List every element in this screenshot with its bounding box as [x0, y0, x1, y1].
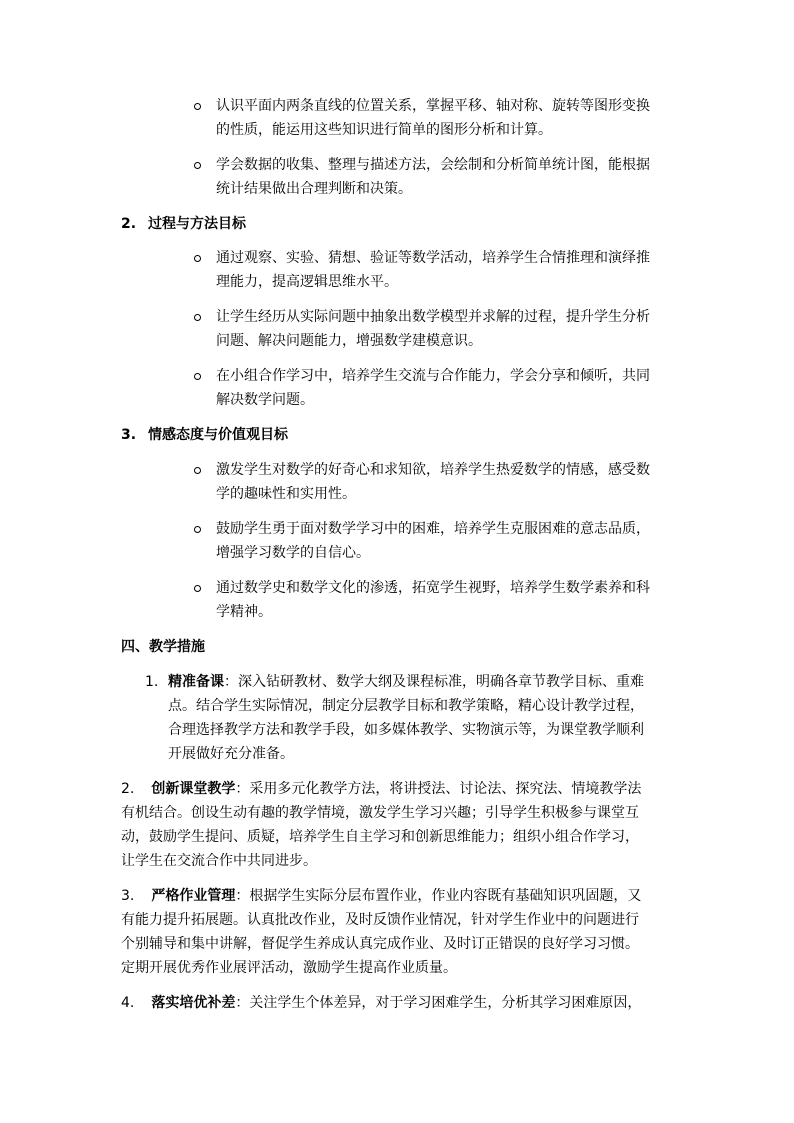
bullet-text: 学精神。: [216, 604, 272, 620]
item-text: 采用多元化教学方法，将讲授法、讨论法、探究法、情境教学法: [249, 781, 642, 797]
bullet-text: 通过数学史和数学文化的渗透，拓宽学生视野，培养学生数学素养和科: [216, 580, 650, 596]
bullet-text: 问题、解决问题能力，增强数学建模意识。: [216, 333, 482, 349]
heading-number: 2.: [121, 216, 137, 232]
bullet-text: 学会数据的收集、整理与描述方法，会绘制和分析简单统计图，能根据: [216, 157, 650, 173]
heading-number: 3.: [121, 427, 137, 443]
item-colon: ：: [224, 674, 238, 690]
item-text: 合理选择教学方法和教学手段，如多媒体教学、实物演示等，为课堂教学顺利: [168, 722, 644, 738]
item-colon: ：: [235, 888, 250, 904]
item-text: 开展做好充分准备。: [168, 746, 294, 762]
list-number: 2.: [121, 781, 135, 797]
list-number: 1.: [145, 674, 159, 690]
section-heading: 过程与方法目标: [148, 216, 246, 232]
list-item-first-line: [168, 670, 644, 694]
item-text: 让学生在交流合作中共同进步。: [121, 853, 317, 869]
list-item-first-line: [121, 777, 641, 801]
bullet-text: 鼓励学生勇于面对数学学习中的困难，培养学生克服困难的意志品质，: [216, 521, 650, 537]
bullet-icon: [194, 314, 201, 321]
chapter-heading: 四、教学措施: [121, 639, 205, 655]
list-item-first-line: [121, 991, 641, 1015]
bullet-text: 解决数学问题。: [216, 392, 314, 408]
bullet-text: 激发学生对数学的好奇心和求知欲，培养学生热爱数学的情感，感受数: [216, 462, 650, 478]
bullet-icon: [194, 162, 201, 169]
bullet-text: 增强学习数学的自信心。: [216, 545, 370, 561]
item-colon: ：: [235, 995, 250, 1011]
item-text: 有能力提升拓展题。认真批改作业，及时反馈作业情况，针对学生作业中的问题进行: [121, 912, 639, 928]
bullet-text: 的性质，能运用这些知识进行简单的图形分析和计算。: [216, 122, 552, 138]
item-text: 点。结合学生实际情况，制定分层教学目标和教学策略，精心设计教学过程，: [168, 698, 644, 714]
item-text: 关注学生个体差异，对于学习困难学生，分析其学习困难原因，: [249, 995, 642, 1011]
item-text: 个别辅导和集中讲解，督促学生养成认真完成作业、及时订正错误的良好学习习惯。: [121, 936, 639, 952]
bullet-text: 在小组合作学习中，培养学生交流与合作能力，学会分享和倾听，共同: [216, 368, 650, 384]
bullet-icon: [194, 373, 201, 380]
section-heading: 情感态度与价值观目标: [148, 427, 288, 443]
item-title: 精准备课: [168, 674, 224, 690]
item-text: 定期开展优秀作业展评活动，激励学生提高作业质量。: [121, 960, 457, 976]
item-text: 根据学生实际分层布置作业，作业内容既有基础知识巩固题，又: [249, 888, 642, 904]
bullet-icon: [194, 526, 201, 533]
bullet-text: 理能力，提高逻辑思维水平。: [216, 274, 398, 290]
item-title: 严格作业管理: [151, 888, 236, 904]
bullet-icon: [194, 255, 201, 262]
item-title: 创新课堂教学: [151, 781, 236, 797]
bullet-text: 通过观察、实验、猜想、验证等数学活动，培养学生合情推理和演绎推: [216, 250, 650, 266]
bullet-icon: [194, 103, 201, 110]
item-text: 有机结合。创设生动有趣的教学情境，激发学生学习兴趣；引导学生积极参与课堂互: [121, 805, 639, 821]
list-number: 3.: [121, 888, 135, 904]
bullet-text: 学的趣味性和实用性。: [216, 486, 356, 502]
bullet-text: 统计结果做出合理判断和决策。: [216, 181, 412, 197]
list-item-first-line: [121, 884, 641, 908]
bullet-icon: [194, 467, 201, 474]
bullet-text: 让学生经历从实际问题中抽象出数学模型并求解的过程，提升学生分析: [216, 309, 650, 325]
item-text: 深入钻研教材、数学大纲及课程标准，明确各章节教学目标、重难: [238, 674, 644, 690]
item-title: 落实培优补差: [151, 995, 236, 1011]
list-number: 4.: [121, 995, 135, 1011]
item-colon: ：: [235, 781, 250, 797]
item-text: 动，鼓励学生提问、质疑，培养学生自主学习和创新思维能力；组织小组合作学习，: [121, 829, 639, 845]
bullet-icon: [194, 585, 201, 592]
bullet-text: 认识平面内两条直线的位置关系，掌握平移、轴对称、旋转等图形变换: [216, 98, 650, 114]
